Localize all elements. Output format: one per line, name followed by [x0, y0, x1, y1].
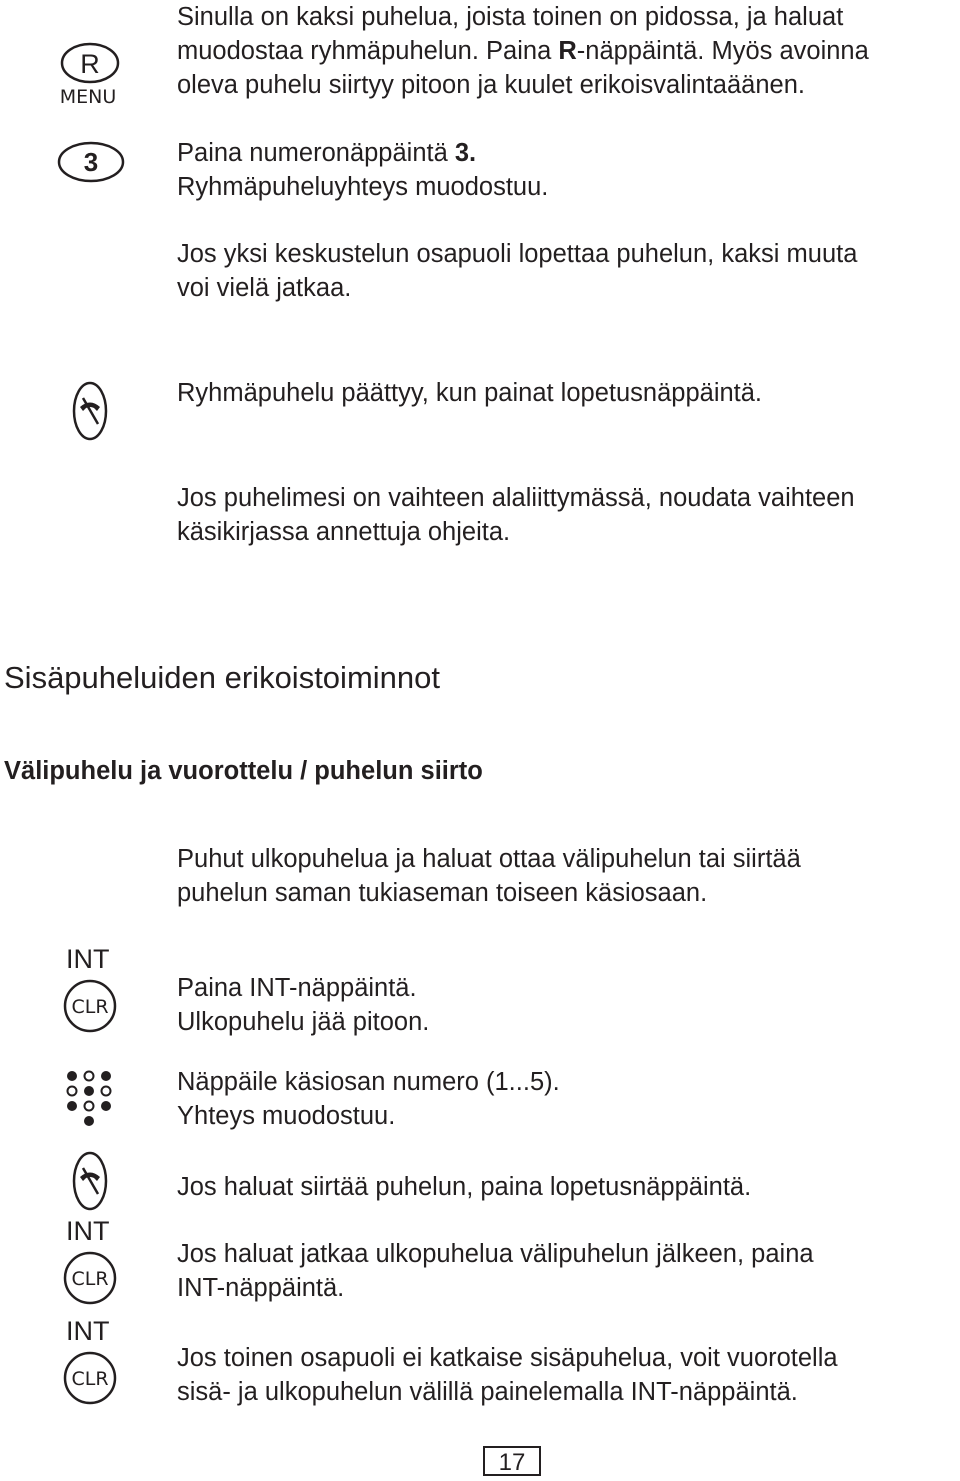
int-label: INT: [66, 944, 110, 974]
end-call-key-icon: [70, 380, 112, 442]
svg-text:3: 3: [83, 147, 99, 177]
paragraph-toggle-calls: Jos toinen osapuoli ei katkaise sisäpuhelua, voit vuorotella sisä- ja ulkopuhelun välillä painelemalla INT-näppäintä.: [177, 1344, 838, 1406]
paragraph-participant-leaves: Jos yksi keskustelun osapuoli lopettaa puhelun, kaksi muuta voi vielä jatkaa.: [177, 240, 858, 302]
svg-text:MENU: MENU: [59, 86, 117, 106]
paragraph-resume-external: Jos haluat jatkaa ulkopuhelua välipuhelun jälkeen, paina INT-näppäintä.: [177, 1240, 814, 1302]
clr-key-icon: [62, 978, 118, 1034]
paragraph-transfer-intro: Puhut ulkopuhelua ja haluat ottaa välipuhelun tai siirtää puhelun saman tukiaseman toiseen käsiosaan.: [177, 845, 801, 907]
paragraph-press-3: Paina numeronäppäintä 3. Ryhmäpuheluyhteys muodostuu.: [177, 139, 549, 201]
svg-text:CLR: CLR: [71, 1268, 109, 1290]
paragraph-transfer-call: Jos haluat siirtää puhelun, paina lopetusnäppäintä.: [177, 1173, 752, 1201]
clr-key-icon: [62, 1350, 118, 1406]
svg-text:CLR: CLR: [71, 1368, 109, 1390]
int-label: INT: [66, 1316, 110, 1346]
section-subtitle: Välipuhelu ja vuorottelu / puhelun siirto: [4, 757, 483, 785]
paragraph-end-group-call: Ryhmäpuhelu päättyy, kun painat lopetusnäppäintä.: [177, 379, 763, 407]
svg-text:CLR: CLR: [71, 996, 109, 1018]
r-menu-key-icon: [55, 40, 125, 106]
page-number: 17: [483, 1446, 541, 1476]
paragraph-dial-handset: Näppäile käsiosan numero (1...5). Yhteys muodostuu.: [177, 1068, 560, 1130]
int-label: INT: [66, 1216, 110, 1246]
end-call-key-icon: [70, 1150, 112, 1212]
key-3-icon: [55, 140, 127, 184]
paragraph-group-call-intro: Sinulla on kaksi puhelua, joista toinen on pidossa, ja haluat muodostaa ryhmäpuhelun. Paina R-näppäintä. Myös avoinna oleva puhelu siirtyy pitoon ja kuulet erikoisvalintaäänen.: [177, 3, 869, 99]
section-title: Sisäpuheluiden erikoistoiminnot: [4, 660, 440, 695]
paragraph-press-int: Paina INT-näppäintä. Ulkopuhelu jää pitoon.: [177, 974, 430, 1036]
paragraph-pbx-note: Jos puhelimesi on vaihteen alaliittymässä, noudata vaihteen käsikirjassa annettuja ohjeita.: [177, 484, 855, 546]
clr-key-icon: [62, 1250, 118, 1306]
keypad-icon: [64, 1068, 114, 1130]
svg-text:R: R: [80, 49, 100, 79]
